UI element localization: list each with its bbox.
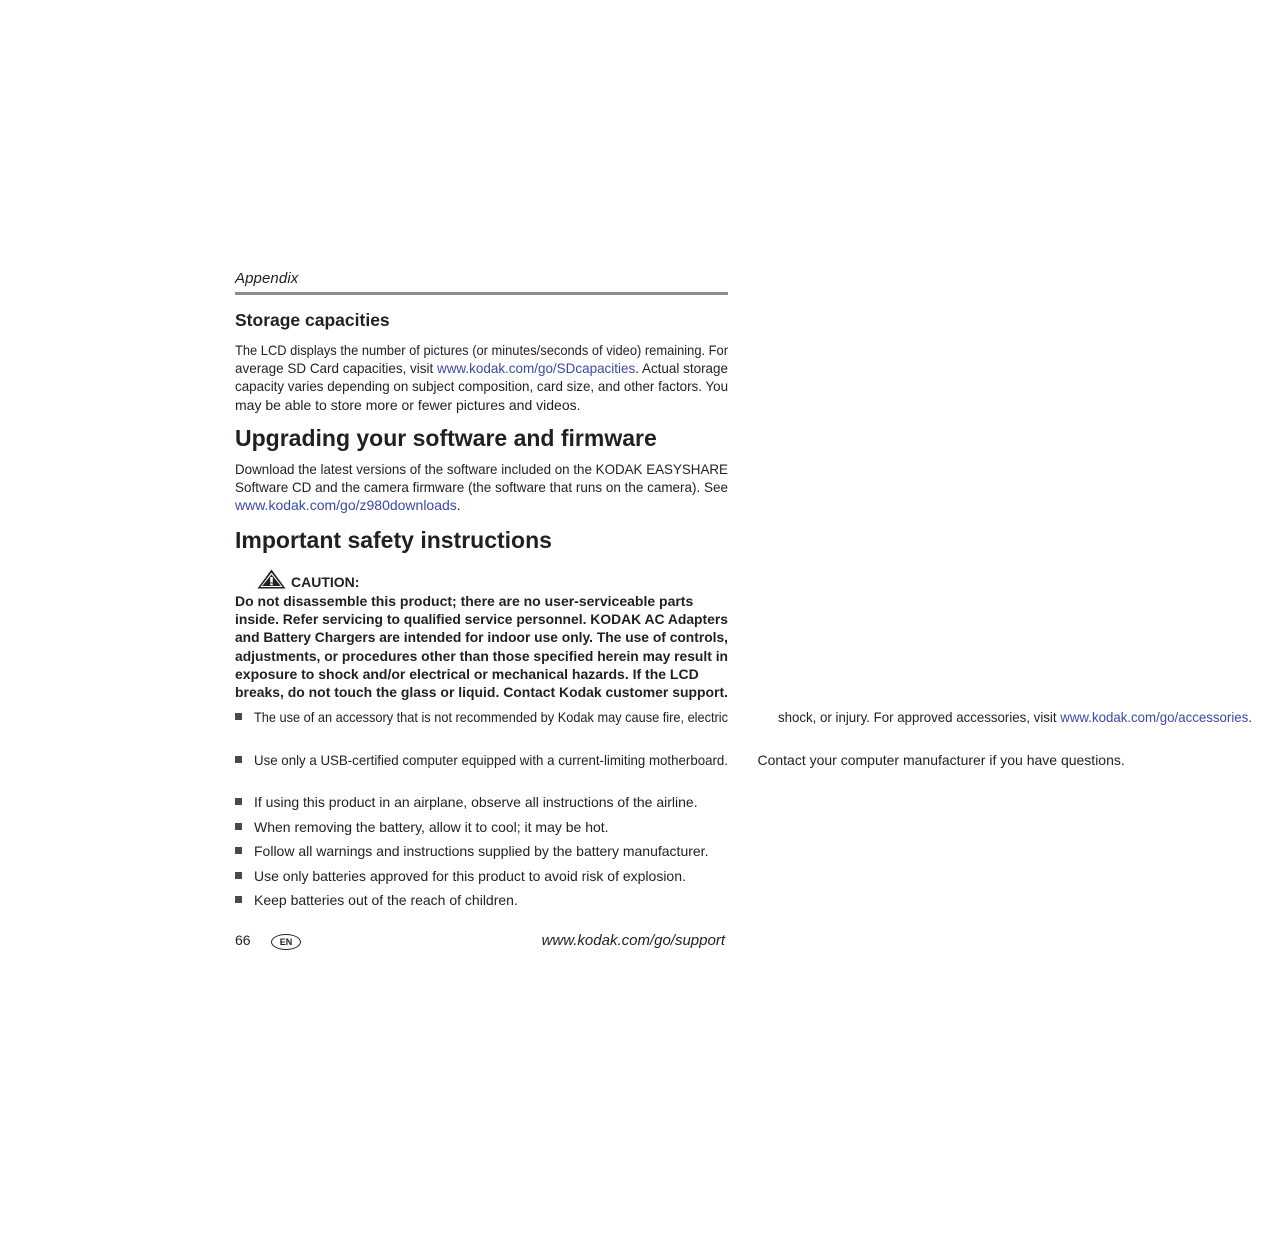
upgrade-line-3: www.kodak.com/go/z980downloads. xyxy=(235,497,461,514)
storage-line-1: The LCD displays the number of pictures (or minutes/seconds of video) remaining. For xyxy=(235,342,729,358)
header-rule xyxy=(235,292,728,295)
upgrade-paragraph xyxy=(235,460,728,515)
caution-line-5: exposure to shock and/or electrical or mechanical hazards. If the LCD xyxy=(235,665,699,682)
caution-line-4: adjustments, or procedures other than those specified herein may result in xyxy=(235,647,729,664)
storage-line-3: capacity varies depending on subject composition, card size, and other factors. You xyxy=(235,378,729,395)
square-bullet-icon xyxy=(235,872,242,879)
caution-line-6: breaks, do not touch the glass or liquid. Contact Kodak customer support. xyxy=(235,684,728,701)
caution-text xyxy=(235,592,728,701)
square-bullet-icon xyxy=(235,713,242,720)
storage-line-2: average SD Card capacities, visit www.kodak.com/go/SDcapacities. Actual storage xyxy=(235,360,729,377)
caution-row xyxy=(256,568,359,595)
square-bullet-icon xyxy=(235,798,242,805)
upgrade-line-2: Software CD and the camera firmware (the software that runs on the camera). See xyxy=(235,479,729,496)
caution-line-2: inside. Refer servicing to qualified service personnel. KODAK AC Adapters xyxy=(235,611,728,628)
square-bullet-icon xyxy=(235,756,242,763)
running-header: Appendix xyxy=(235,270,299,287)
upgrading-heading: Upgrading your software and firmware xyxy=(235,425,657,451)
language-badge: EN xyxy=(271,934,301,950)
page-number: 66 xyxy=(235,932,251,948)
upgrade-line-1: Download the latest versions of the software included on the KODAK EASYSHARE xyxy=(235,461,728,477)
caution-line-1: Do not disassemble this product; there are no user-serviceable parts xyxy=(235,593,694,609)
storage-paragraph xyxy=(235,341,728,414)
storage-line-4: may be able to store more or fewer pictures and videos. xyxy=(235,396,581,413)
safety-heading: Important safety instructions xyxy=(235,527,552,553)
square-bullet-icon xyxy=(235,823,242,830)
caution-line-3: and Battery Chargers are intended for indoor use only. The use of controls, xyxy=(235,629,728,646)
sd-capacities-link[interactable]: www.kodak.com/go/SDcapacities xyxy=(436,360,636,377)
support-url[interactable]: www.kodak.com/go/support xyxy=(541,932,725,949)
storage-capacities-heading: Storage capacities xyxy=(235,310,390,330)
accessories-link[interactable]: www.kodak.com/go/accessories xyxy=(1059,709,1249,725)
square-bullet-icon xyxy=(235,896,242,903)
square-bullet-icon xyxy=(235,847,242,854)
warning-triangle-icon xyxy=(256,568,287,595)
z980-downloads-link[interactable]: www.kodak.com/go/z980downloads xyxy=(235,497,457,514)
caution-label: CAUTION: xyxy=(291,573,360,590)
